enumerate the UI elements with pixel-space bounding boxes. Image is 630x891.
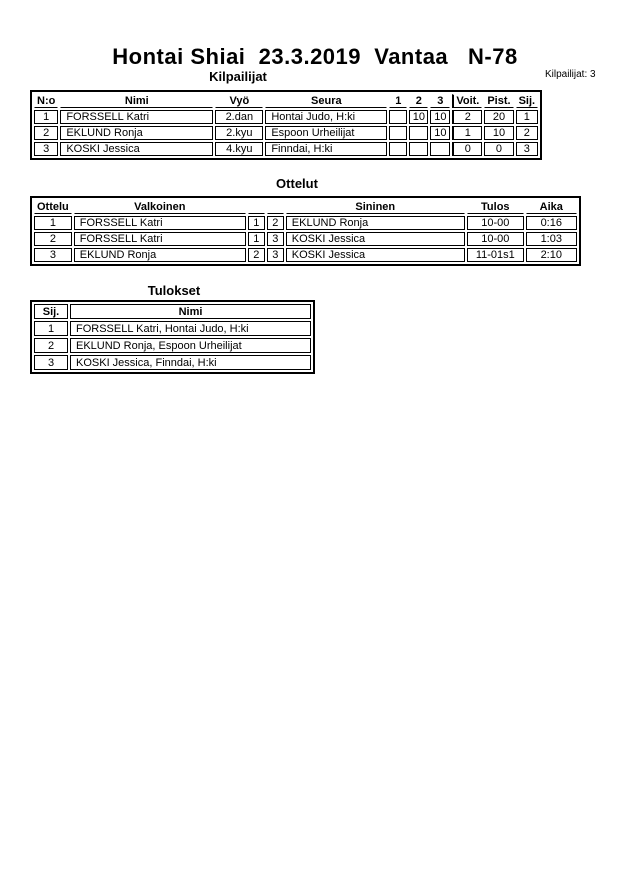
competitor-points: 0 <box>484 142 513 156</box>
match-white-number: 2 <box>248 248 265 262</box>
section-title-competitors: Kilpailijat <box>209 69 267 84</box>
result-name: KOSKI Jessica, Finndai, H:ki <box>70 355 311 370</box>
result-row <box>34 321 311 336</box>
results-header-place: Sij. <box>34 304 68 319</box>
competitor-round2-score <box>409 142 428 156</box>
competitor-round3-score: 10 <box>430 126 450 140</box>
match-blue-number: 3 <box>267 232 284 246</box>
competitor-name: FORSSELL Katri <box>60 110 213 124</box>
competitor-belt: 4.kyu <box>215 142 263 156</box>
match-time: 0:16 <box>526 216 577 230</box>
competitor-count-label: Kilpailijat: 3 <box>545 69 596 80</box>
matches-header-time: Aika <box>526 200 577 214</box>
matches-header-white: Valkoinen <box>74 200 246 214</box>
competitors-header-row <box>34 94 538 108</box>
competitor-wins: 0 <box>452 142 482 156</box>
competitor-club: Hontai Judo, H:ki <box>265 110 387 124</box>
competitor-round2-score: 10 <box>409 110 428 124</box>
competitor-row <box>34 126 538 140</box>
competitor-row <box>34 110 538 124</box>
match-row <box>34 232 577 246</box>
match-result: 10-00 <box>467 232 524 246</box>
competitors-header-round1: 1 <box>389 94 407 108</box>
competitor-number: 3 <box>34 142 58 156</box>
matches-header-row <box>34 200 577 214</box>
matches-header-match: Ottelu <box>34 200 72 214</box>
competitors-header-club: Seura <box>265 94 387 108</box>
competitor-belt: 2.dan <box>215 110 263 124</box>
match-white-name: FORSSELL Katri <box>74 216 246 230</box>
match-row <box>34 248 577 262</box>
competitor-round2-score <box>409 126 428 140</box>
matches-table <box>30 196 581 266</box>
competitor-row <box>34 142 538 156</box>
competitor-number: 2 <box>34 126 58 140</box>
section-title-results: Tulokset <box>147 283 201 298</box>
match-time: 1:03 <box>526 232 577 246</box>
competitor-place: 2 <box>516 126 539 140</box>
match-result: 10-00 <box>467 216 524 230</box>
competitor-club: Espoon Urheilijat <box>265 126 387 140</box>
result-row <box>34 355 311 370</box>
result-place: 1 <box>34 321 68 336</box>
competitor-place: 3 <box>516 142 539 156</box>
competitor-club: Finndai, H:ki <box>265 142 387 156</box>
match-blue-name: KOSKI Jessica <box>286 232 465 246</box>
matches-header-blue-no <box>267 200 284 214</box>
competitors-header-place: Sij. <box>516 94 539 108</box>
page-title: Hontai Shiai 23.3.2019 Vantaa N-78 <box>112 44 518 69</box>
competitors-header-round2: 2 <box>409 94 428 108</box>
match-white-name: EKLUND Ronja <box>74 248 246 262</box>
match-row <box>34 216 577 230</box>
competitor-name: KOSKI Jessica <box>60 142 213 156</box>
result-name: EKLUND Ronja, Espoon Urheilijat <box>70 338 311 353</box>
match-white-name: FORSSELL Katri <box>74 232 246 246</box>
results-header-row <box>34 304 311 319</box>
competitors-header-name: Nimi <box>60 94 213 108</box>
match-number: 1 <box>34 216 72 230</box>
competitor-round3-score: 10 <box>430 110 450 124</box>
competitors-header-belt: Vyö <box>215 94 263 108</box>
match-blue-number: 3 <box>267 248 284 262</box>
match-number: 2 <box>34 232 72 246</box>
results-header-name: Nimi <box>70 304 311 319</box>
match-white-number: 1 <box>248 216 265 230</box>
competitor-points: 20 <box>484 110 513 124</box>
competitor-name: EKLUND Ronja <box>60 126 213 140</box>
competitor-round1-score <box>389 142 407 156</box>
match-blue-number: 2 <box>267 216 284 230</box>
match-result: 11-01s1 <box>467 248 524 262</box>
competitor-points: 10 <box>484 126 513 140</box>
competitor-wins: 2 <box>452 110 482 124</box>
match-time: 2:10 <box>526 248 577 262</box>
competitors-table <box>30 90 542 160</box>
result-row <box>34 338 311 353</box>
match-white-number: 1 <box>248 232 265 246</box>
matches-header-white-no <box>248 200 265 214</box>
result-place: 2 <box>34 338 68 353</box>
competitors-header-round3: 3 <box>430 94 450 108</box>
competitor-belt: 2.kyu <box>215 126 263 140</box>
competitor-wins: 1 <box>452 126 482 140</box>
result-place: 3 <box>34 355 68 370</box>
competitors-header-no: N:o <box>34 94 58 108</box>
matches-header-blue: Sininen <box>286 200 465 214</box>
matches-header-result: Tulos <box>467 200 524 214</box>
match-blue-name: EKLUND Ronja <box>286 216 465 230</box>
result-name: FORSSELL Katri, Hontai Judo, H:ki <box>70 321 311 336</box>
match-number: 3 <box>34 248 72 262</box>
results-table <box>30 300 315 374</box>
match-blue-name: KOSKI Jessica <box>286 248 465 262</box>
competitor-round3-score <box>430 142 450 156</box>
competitors-header-points: Pist. <box>484 94 513 108</box>
competitor-round1-score <box>389 126 407 140</box>
competitor-place: 1 <box>516 110 539 124</box>
competitor-number: 1 <box>34 110 58 124</box>
competitor-round1-score <box>389 110 407 124</box>
competitors-header-wins: Voit. <box>452 94 482 108</box>
section-title-matches: Ottelut <box>276 176 318 191</box>
